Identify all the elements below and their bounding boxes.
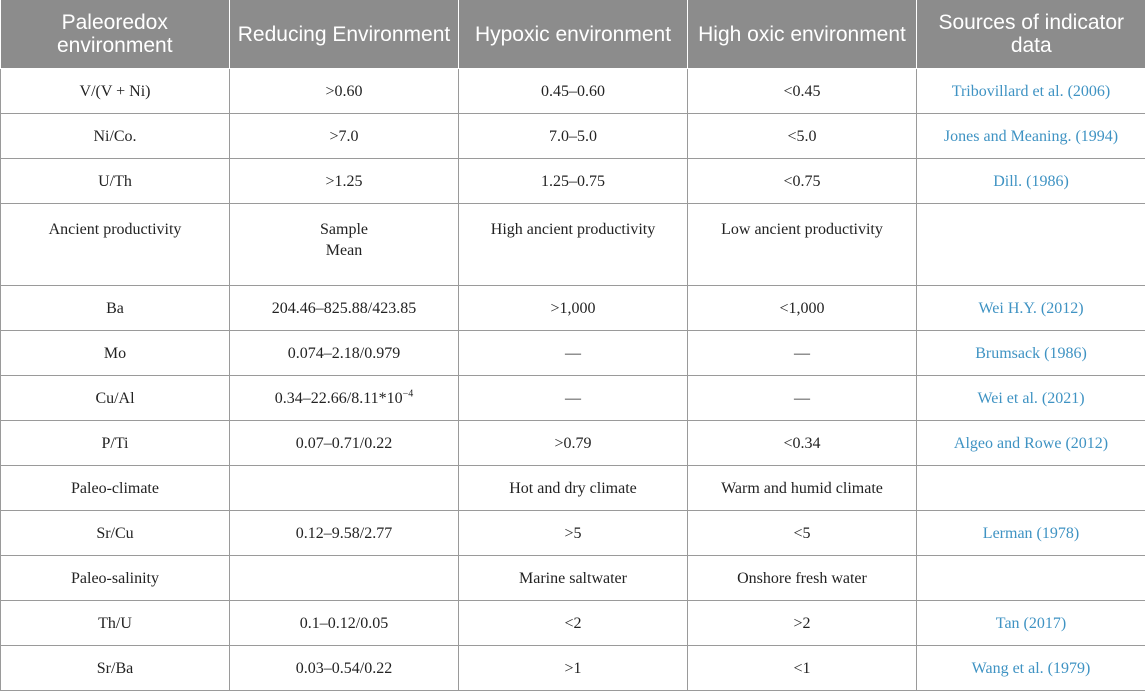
reducing-value-cell-text: 0.1–0.12/0.05: [236, 613, 452, 634]
header-sources: Sources of indicator data: [917, 0, 1145, 69]
hypoxic-value-cell-text: —: [465, 388, 681, 409]
oxic-value-cell-text: —: [694, 388, 910, 409]
source-link-text: Tribovillard et al. (2006): [923, 81, 1139, 102]
source-link[interactable]: [917, 331, 1145, 376]
indicator-cell: [1, 466, 230, 511]
hypoxic-value-cell: [459, 556, 688, 601]
source-link[interactable]: [917, 421, 1145, 466]
hypoxic-value-cell: [459, 204, 688, 286]
reducing-value-cell: [230, 421, 459, 466]
indicator-cell: [1, 331, 230, 376]
oxic-value-cell: [688, 204, 917, 286]
hypoxic-value-cell: [459, 69, 688, 114]
indicator-cell-text: U/Th: [7, 171, 223, 192]
source-link[interactable]: [917, 69, 1145, 114]
source-link-text: Brumsack (1986): [923, 343, 1139, 364]
indicator-cell: [1, 421, 230, 466]
hypoxic-value-cell-text: <2: [465, 613, 681, 634]
oxic-value-cell-text: —: [694, 343, 910, 364]
hypoxic-value-cell-text: >1,000: [465, 298, 681, 319]
table-row: [1, 204, 1145, 286]
source-link[interactable]: [917, 511, 1145, 556]
source-link-text: Wei et al. (2021): [923, 388, 1139, 409]
source-link-text: Tan (2017): [923, 613, 1139, 634]
hypoxic-value-cell-text: Marine saltwater: [465, 568, 681, 589]
indicator-cell-text: Sr/Ba: [7, 658, 223, 679]
hypoxic-value-cell-text: >5: [465, 523, 681, 544]
header-reducing-environment: Reducing Environment: [230, 0, 459, 69]
indicator-cell-text: P/Ti: [7, 433, 223, 454]
reducing-value-cell-text: 204.46–825.88/423.85: [236, 298, 452, 319]
source-link: [917, 556, 1145, 601]
indicator-cell-text: Mo: [7, 343, 223, 364]
source-link[interactable]: [917, 286, 1145, 331]
hypoxic-value-cell-text: 0.45–0.60: [465, 81, 681, 102]
source-link: [917, 204, 1145, 286]
table-row: [1, 511, 1145, 556]
source-link: [917, 466, 1145, 511]
hypoxic-value-cell-text: Hot and dry climate: [465, 478, 681, 499]
source-link-text: Dill. (1986): [923, 171, 1139, 192]
reducing-value-cell: [230, 114, 459, 159]
oxic-value-cell: [688, 331, 917, 376]
indicator-cell-text: Paleo-climate: [7, 478, 223, 499]
reducing-value-cell: [230, 556, 459, 601]
header-paleoredox-environment: Paleoredox environment: [1, 0, 230, 69]
hypoxic-value-cell-text: 7.0–5.0: [465, 126, 681, 147]
table-row: [1, 466, 1145, 511]
table-row: [1, 601, 1145, 646]
hypoxic-value-cell: [459, 331, 688, 376]
reducing-value-cell: [230, 646, 459, 691]
reducing-value-cell-text: >1.25: [236, 171, 452, 192]
source-link[interactable]: [917, 601, 1145, 646]
indicator-cell: [1, 286, 230, 331]
reducing-value-cell-text: >0.60: [236, 81, 452, 102]
oxic-value-cell-text: <1: [694, 658, 910, 679]
indicator-cell: [1, 556, 230, 601]
oxic-value-cell-text: Warm and humid climate: [694, 478, 910, 499]
hypoxic-value-cell-text: >0.79: [465, 433, 681, 454]
indicator-cell-text: Th/U: [7, 613, 223, 634]
table-row: [1, 331, 1145, 376]
indicator-cell: [1, 646, 230, 691]
hypoxic-value-cell-text: —: [465, 343, 681, 364]
indicator-cell: [1, 159, 230, 204]
indicator-cell: [1, 114, 230, 159]
header-row: [1, 0, 1145, 69]
table-row: [1, 286, 1145, 331]
reducing-value-cell: [230, 69, 459, 114]
oxic-value-cell: [688, 286, 917, 331]
oxic-value-cell: [688, 114, 917, 159]
reducing-value-cell: [230, 466, 459, 511]
oxic-value-cell-text: <5: [694, 523, 910, 544]
header-high-oxic-environment: High oxic environment: [688, 0, 917, 69]
header-hypoxic-environment: Hypoxic environment: [459, 0, 688, 69]
oxic-value-cell-text: <0.34: [694, 433, 910, 454]
oxic-value-cell: [688, 159, 917, 204]
table-row: [1, 159, 1145, 204]
reducing-value-cell-text: 0.12–9.58/2.77: [236, 523, 452, 544]
table-header: [1, 0, 1145, 69]
reducing-value-cell-text: 0.074–2.18/0.979: [236, 343, 452, 364]
reducing-value-cell-text: >7.0: [236, 126, 452, 147]
source-link-text: Wei H.Y. (2012): [923, 298, 1139, 319]
indicator-cell-text: Cu/Al: [7, 388, 223, 409]
hypoxic-value-cell: [459, 286, 688, 331]
oxic-value-cell: [688, 466, 917, 511]
reducing-value-cell: [230, 204, 459, 286]
indicator-cell: [1, 601, 230, 646]
hypoxic-value-cell: [459, 601, 688, 646]
source-link[interactable]: [917, 646, 1145, 691]
reducing-value-cell-text: 0.34–22.66/8.11*10: [275, 390, 403, 407]
source-link[interactable]: [917, 159, 1145, 204]
oxic-value-cell: [688, 556, 917, 601]
hypoxic-value-cell: [459, 376, 688, 421]
oxic-value-cell-text: >2: [694, 613, 910, 634]
table-row: [1, 376, 1145, 421]
oxic-value-cell: [688, 646, 917, 691]
oxic-value-cell: [688, 511, 917, 556]
source-link[interactable]: [917, 376, 1145, 421]
oxic-value-cell-text: <0.75: [694, 171, 910, 192]
table-row: [1, 421, 1145, 466]
hypoxic-value-cell-text: 1.25–0.75: [465, 171, 681, 192]
hypoxic-value-cell-text: High ancient productivity: [465, 219, 681, 240]
hypoxic-value-cell: [459, 511, 688, 556]
hypoxic-value-cell: [459, 466, 688, 511]
oxic-value-cell: [688, 601, 917, 646]
source-link-text: Jones and Meaning. (1994): [923, 126, 1139, 147]
indicator-cell-text: Ancient productivity: [7, 219, 223, 240]
oxic-value-cell-text: <1,000: [694, 298, 910, 319]
oxic-value-cell-text: <5.0: [694, 126, 910, 147]
indicator-cell-text: Paleo-salinity: [7, 568, 223, 589]
table-row: [1, 646, 1145, 691]
indicator-cell: [1, 204, 230, 286]
table-row: [1, 69, 1145, 114]
source-link-text: Wang et al. (1979): [923, 658, 1139, 679]
reducing-value-cell-text: 0.07–0.71/0.22: [236, 433, 452, 454]
hypoxic-value-cell: [459, 421, 688, 466]
oxic-value-cell-text: Onshore fresh water: [694, 568, 910, 589]
table-row: [1, 556, 1145, 601]
indicator-cell: [1, 511, 230, 556]
indicator-cell: [1, 376, 230, 421]
hypoxic-value-cell: [459, 114, 688, 159]
oxic-value-cell: [688, 69, 917, 114]
reducing-value-cell: [230, 601, 459, 646]
indicator-cell-text: Ni/Co.: [7, 126, 223, 147]
indicator-cell: [1, 69, 230, 114]
hypoxic-value-cell: [459, 159, 688, 204]
reducing-value-cell-text: Sample Mean: [236, 219, 452, 261]
reducing-value-cell: [230, 331, 459, 376]
indicator-cell-text: Ba: [7, 298, 223, 319]
oxic-value-cell: [688, 421, 917, 466]
reducing-value-cell: [230, 286, 459, 331]
table-body: [1, 69, 1145, 691]
reducing-value-cell: [230, 511, 459, 556]
oxic-value-cell: [688, 376, 917, 421]
exponent-superscript: −4: [403, 388, 414, 399]
reducing-value-cell: [230, 376, 459, 421]
table-row: [1, 114, 1145, 159]
indicator-cell-text: Sr/Cu: [7, 523, 223, 544]
source-link[interactable]: [917, 114, 1145, 159]
reducing-value-cell: [230, 159, 459, 204]
source-link-text: Lerman (1978): [923, 523, 1139, 544]
hypoxic-value-cell: [459, 646, 688, 691]
indicator-cell-text: V/(V + Ni): [7, 81, 223, 102]
oxic-value-cell-text: <0.45: [694, 81, 910, 102]
reducing-value-cell-text: 0.03–0.54/0.22: [236, 658, 452, 679]
oxic-value-cell-text: Low ancient productivity: [694, 219, 910, 240]
source-link-text: Algeo and Rowe (2012): [923, 433, 1139, 454]
hypoxic-value-cell-text: >1: [465, 658, 681, 679]
